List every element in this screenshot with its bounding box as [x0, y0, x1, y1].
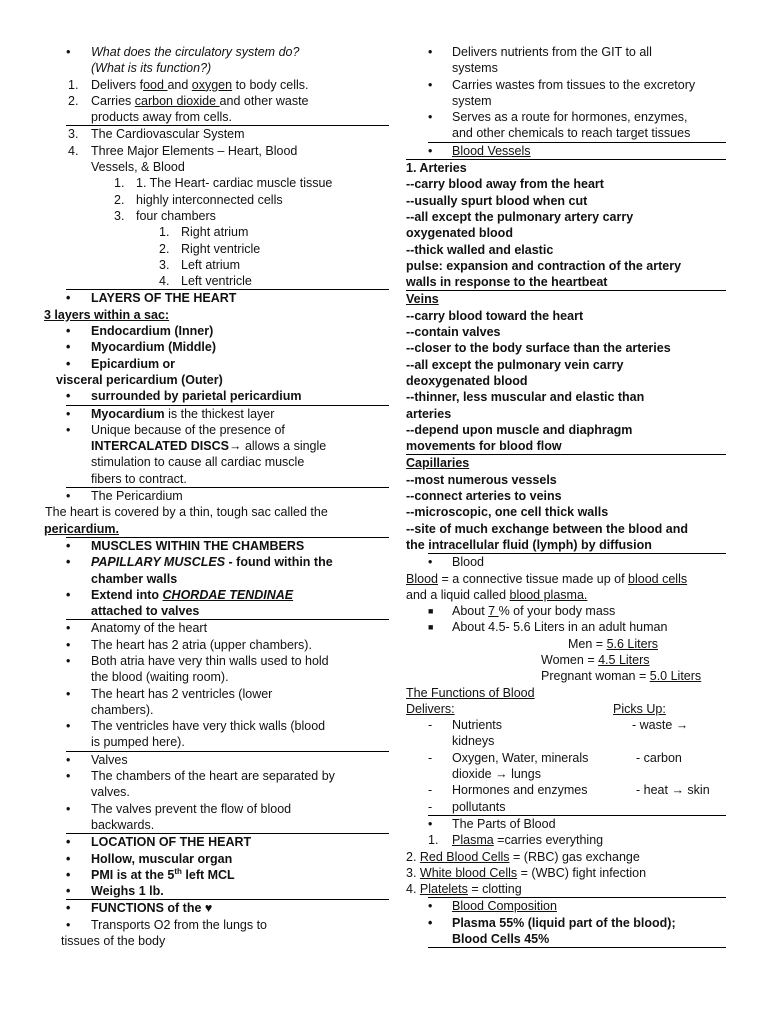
chamber-item: 3. Left atrium — [159, 257, 241, 272]
heart-item: 2. highly interconnected cells — [114, 192, 283, 207]
veins-line: --all except the pulmonary vein carry — [406, 357, 624, 372]
list-item: stimulation to cause all cardiac muscle — [91, 455, 305, 470]
list-item: • The heart has 2 ventricles (lower — [66, 686, 273, 701]
parts-item: 4. Platelets = clotting — [406, 882, 522, 897]
layer-item: • Myocardium (Middle) — [66, 340, 217, 355]
list-item: fibers to contract. — [91, 471, 187, 486]
capillaries-line: --connect arteries to veins — [406, 489, 562, 504]
section-heading: • MUSCLES WITHIN THE CHAMBERS — [66, 538, 305, 553]
veins-line: --closer to the body surface than the arteries — [406, 341, 671, 356]
chamber-item: 1. Right atrium — [159, 225, 249, 240]
list-item: • Hollow, muscular organ — [66, 851, 233, 866]
functions-row: - Oxygen, Water, minerals - carbon — [428, 750, 682, 765]
arteries-line: --thick walled and elastic — [406, 242, 554, 257]
parts-item: 1. Plasma =carries everything — [428, 833, 604, 848]
composition-line: • Plasma 55% (liquid part of the blood); — [428, 915, 676, 930]
parts-item: 3. White blood Cells = (WBC) fight infection — [406, 865, 647, 880]
functions-header: Delivers: Picks Up: — [406, 701, 666, 716]
divider — [428, 947, 726, 948]
list-item: • PAPILLARY MUSCLES - found within the — [66, 555, 333, 570]
list-item: ■ About 4.5- 5.6 Liters in an adult human — [428, 620, 668, 635]
list-item: the blood (waiting room). — [91, 670, 229, 685]
paragraph: The heart is covered by a thin, tough sac called the — [45, 505, 328, 520]
list-item: backwards. — [91, 817, 155, 832]
list-item: systems — [452, 61, 498, 76]
section-heading: • Blood Vessels — [428, 143, 531, 158]
parts-item: 2. Red Blood Cells = (RBC) gas exchange — [406, 849, 640, 864]
functions-row: kidneys — [452, 734, 495, 749]
list-item: INTERCALATED DISCS→ allows a single — [91, 439, 327, 454]
list-item: • The heart has 2 atria (upper chambers). — [66, 637, 312, 652]
list-item: • Carries wastes from tissues to the excretory — [428, 77, 696, 92]
arrow-icon: → — [671, 783, 684, 798]
subheading: 3 layers within a sac: — [44, 307, 170, 322]
list-item: • Transports O2 from the lungs to — [66, 917, 268, 932]
list-item: system — [452, 93, 492, 108]
section-heading: • Blood Composition — [428, 899, 557, 914]
capillaries-line: --most numerous vessels — [406, 472, 557, 487]
capillaries-heading: Capillaries — [406, 456, 470, 471]
section-heading: • LAYERS OF THE HEART — [66, 291, 237, 306]
blood-definition: and a liquid called blood plasma. — [406, 587, 588, 602]
list-item: Vessels, & Blood — [91, 160, 185, 175]
arteries-line: --all except the pulmonary artery carry — [406, 209, 634, 224]
layer-item: • surrounded by parietal pericardium — [66, 389, 302, 404]
function-item: products away from cells. — [91, 110, 233, 125]
arteries-line: --carry blood away from the heart — [406, 177, 604, 192]
capillaries-line: --site of much exchange between the blood and — [406, 521, 688, 536]
veins-line: --contain valves — [406, 325, 501, 340]
blood-definition: Blood = a connective tissue made up of blood cells — [406, 571, 688, 586]
chamber-item: 4. Left ventricle — [159, 274, 252, 289]
veins-line: arteries — [406, 406, 452, 421]
list-item: • Extend into CHORDAE TENDINAE — [66, 587, 294, 602]
arteries-line: --usually spurt blood when cut — [406, 193, 588, 208]
functions-title: The Functions of Blood — [406, 685, 535, 700]
composition-line: Blood Cells 45% — [452, 932, 550, 947]
volume-line: Men = 5.6 Liters — [568, 636, 658, 651]
functions-row: - Hormones and enzymes - heat → skin — [428, 783, 710, 798]
list-item: and other chemicals to reach target tissues — [452, 126, 691, 141]
layer-item: • Epicardium or — [66, 356, 176, 371]
list-item: tissues of the body — [61, 934, 166, 949]
arteries-line: oxygenated blood — [406, 226, 513, 241]
list-item: • Myocardium is the thickest layer — [66, 406, 275, 421]
arteries-line: walls in response to the heartbeat — [406, 275, 608, 290]
functions-row: - pollutants — [428, 799, 506, 814]
section-heading: • FUNCTIONS of the ♥ — [66, 901, 213, 916]
question-line: • What does the circulatory system do? — [66, 45, 300, 59]
list-item: • Unique because of the presence of — [66, 422, 285, 437]
list-item: • Anatomy of the heart — [66, 621, 208, 636]
list-item: chambers). — [91, 702, 154, 717]
volume-line: Pregnant woman = 5.0 Liters — [541, 669, 702, 684]
list-item: chamber walls — [91, 571, 178, 586]
veins-line: --thinner, less muscular and elastic than — [406, 390, 645, 405]
capillaries-line: --microscopic, one cell thick walls — [406, 505, 609, 520]
section-heading: • LOCATION OF THE HEART — [66, 835, 252, 850]
list-item: • Both atria have very thin walls used to hold — [66, 653, 329, 668]
list-item: attached to valves — [91, 604, 200, 619]
list-item: valves. — [91, 785, 130, 800]
list-item: 4. Three Major Elements – Heart, Blood — [68, 143, 298, 158]
chamber-item: 2. Right ventricle — [159, 241, 261, 256]
list-item: • The Pericardium — [66, 489, 183, 504]
arrow-icon: → — [228, 439, 242, 454]
question-line: (What is its function?) — [91, 61, 212, 76]
paragraph: pericardium. — [44, 521, 120, 536]
veins-heading: Veins — [406, 292, 439, 307]
functions-row: - Nutrients - waste → — [428, 718, 689, 733]
list-item: • Weighs 1 lb. — [66, 884, 164, 899]
volume-line: Women = 4.5 Liters — [541, 652, 650, 667]
right-column — [406, 44, 726, 948]
arrow-icon: → — [675, 718, 689, 733]
section-heading: • The Parts of Blood — [428, 816, 556, 831]
arteries-line: pulse: expansion and contraction of the artery — [406, 258, 682, 273]
list-item: • Serves as a route for hormones, enzymes, — [428, 110, 688, 125]
list-item: 3. The Cardiovascular System — [68, 127, 245, 142]
arteries-heading: 1. Arteries — [406, 161, 467, 176]
veins-line: --depend upon muscle and diaphragm — [406, 422, 633, 437]
veins-line: movements for blood flow — [406, 439, 562, 454]
list-item: • The chambers of the heart are separated by — [66, 769, 335, 784]
left-column — [44, 44, 389, 949]
heart-item: 1. 1. The Heart- cardiac muscle tissue — [114, 176, 333, 191]
arrow-icon: → — [495, 767, 508, 782]
capillaries-line: the intracellular fluid (lymph) by diffusion — [406, 537, 652, 552]
list-item: • The ventricles have very thick walls (blood — [66, 719, 326, 734]
list-item: • Valves — [66, 752, 128, 767]
layer-item: • Endocardium (Inner) — [66, 324, 214, 339]
functions-row: dioxide → lungs — [452, 767, 541, 782]
list-item: is pumped here). — [91, 735, 185, 750]
function-item: 2. Carries carbon dioxide and other waste — [68, 93, 309, 108]
list-item: ■ About 7 % of your body mass — [428, 604, 616, 619]
list-item: • Delivers nutrients from the GIT to all — [428, 45, 652, 59]
section-heading: • Blood — [428, 555, 484, 570]
function-item: 1. Delivers food and oxygen to body cells. — [68, 77, 309, 92]
veins-line: --carry blood toward the heart — [406, 308, 584, 323]
heart-item: 3. four chambers — [114, 208, 216, 223]
layer-item: visceral pericardium (Outer) — [56, 372, 223, 387]
list-item: • The valves prevent the flow of blood — [66, 801, 292, 816]
list-item: • PMI is at the 5th left MCL — [66, 866, 235, 882]
veins-line: deoxygenated blood — [406, 373, 528, 388]
